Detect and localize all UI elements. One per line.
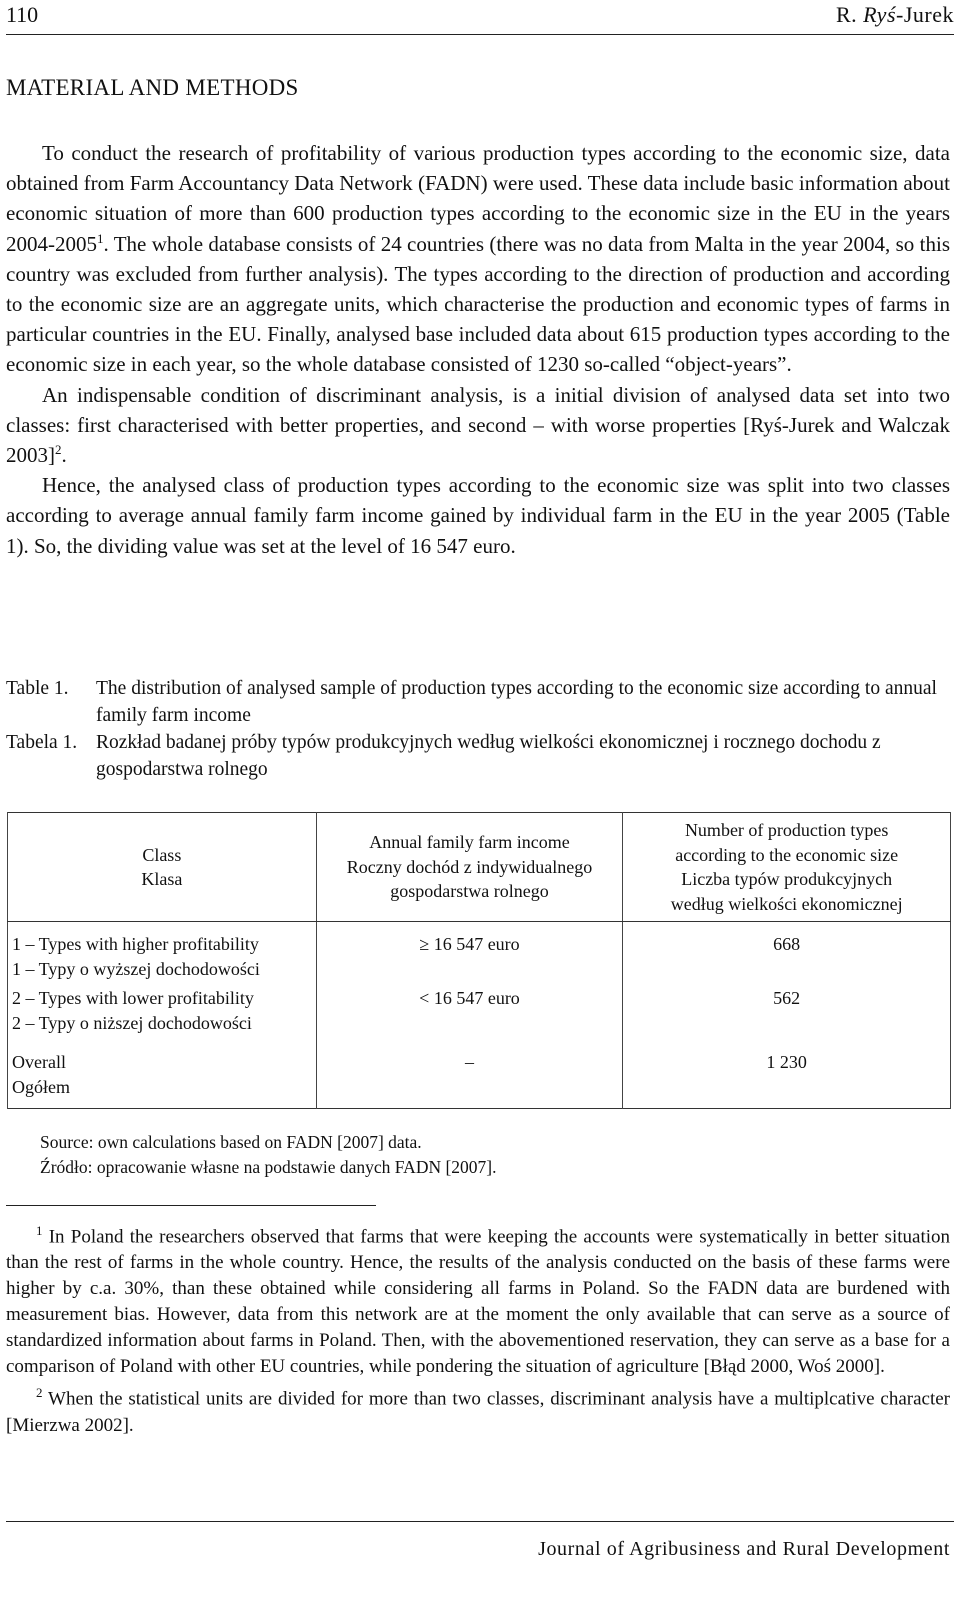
row-class-pl: Ogółem xyxy=(12,1076,70,1097)
journal-footer: Journal of Agribusiness and Rural Development xyxy=(538,1538,950,1560)
row-income: < 16 547 euro xyxy=(316,986,623,1050)
table-source xyxy=(40,1130,497,1180)
header-class-en: Class xyxy=(142,844,182,865)
footnote-2-text: When the statistical units are divided for more than two classes, discriminant analysis have a multiplcative character [Mierzwa 2002]. xyxy=(6,1388,950,1436)
footnotes xyxy=(6,1218,950,1439)
row-class-en: 2 – Types with lower profitability xyxy=(12,988,254,1008)
paragraph-1 xyxy=(6,138,950,380)
paragraph-2-text-b: . xyxy=(61,443,67,468)
row-class xyxy=(8,1050,317,1109)
caption-label-en: Table 1. xyxy=(6,678,69,699)
footer-divider xyxy=(6,1521,954,1522)
row-count: 1 230 xyxy=(623,1050,951,1109)
header-count xyxy=(623,813,951,922)
caption-text-pl: Rozkład badanej próby typów produkcyjnych według wielkości ekonomicznej i rocznego dochodu z gospodarstwa rolnego xyxy=(96,732,881,780)
footnote-1-text: In Poland the researchers observed that farms that were keeping the accounts were systematically in better situation than the rest of farms in the whole country. Hence, the results of the analysis conducted on the basis of these farms were higher by c.a. 30%, than these obtained while considering all farms in Poland. So the FADN data are burdened with measurement bias. However, data from this network are at the moment the only available that can serve as a source of standardized information about farms in Poland. Then, with the abovementioned reservation, they can serve as a base for a comparison of Poland with other EU countries, while pondering the situation of agriculture [Błąd 2000, Woś 2000]. xyxy=(6,1226,950,1378)
row-count: 562 xyxy=(623,986,951,1050)
caption-label-pl: Tabela 1. xyxy=(6,732,78,753)
header-count-pl-2: według wielkości ekonomicznej xyxy=(670,893,903,914)
distribution-table xyxy=(7,812,951,1109)
table-header-row xyxy=(8,813,951,922)
row-income: – xyxy=(316,1050,623,1109)
running-author xyxy=(836,2,954,28)
caption-pl xyxy=(6,729,950,783)
footnote-1 xyxy=(6,1218,950,1380)
footnote-2 xyxy=(6,1380,950,1438)
paragraph-1-text-b: . The whole database consists of 24 countries (there was no data from Malta in the year 2004, so this country was excluded from further analysis). The types according to the direction of production and according to the economic size are an aggregate units, which characterise the production and economic types of farms in particular countries in the EU. Finally, analysed base included data about 615 production types according to the economic size in each year, so the whole database consisted of 1230 so-called “object-years”. xyxy=(6,231,950,377)
row-class-en: Overall xyxy=(12,1052,66,1072)
row-income: ≥ 16 547 euro xyxy=(316,922,623,987)
caption-text-en: The distribution of analysed sample of production types according to the economic size according to annual family farm income xyxy=(96,678,937,726)
author-initial: R. xyxy=(835,2,864,27)
row-class-pl: 1 – Typy o wyższej dochodowości xyxy=(12,958,260,979)
header-count-en-2: according to the economic size xyxy=(675,844,899,865)
row-class xyxy=(8,986,317,1050)
footnote-2-mark: 2 xyxy=(36,1385,43,1401)
caption-en xyxy=(6,675,950,729)
header-class-pl: Klasa xyxy=(141,869,183,889)
paragraph-2 xyxy=(6,380,950,471)
table-row xyxy=(8,986,951,1050)
table-row xyxy=(8,1050,951,1109)
header-class xyxy=(8,813,317,922)
footnote-1-mark: 1 xyxy=(36,1223,43,1238)
header-income-pl-1: Roczny dochód z indywidualnego xyxy=(346,856,593,877)
row-count: 668 xyxy=(623,922,951,987)
row-class xyxy=(8,922,317,987)
footnote-ref-1: 1 xyxy=(97,230,104,246)
table-row xyxy=(8,922,951,987)
source-en: Source: own calculations based on FADN [2007] data. xyxy=(40,1132,422,1152)
body-text xyxy=(6,138,950,561)
paragraph-2-text-a: An indispensable condition of discriminant analysis, is a initial division of analysed data set into two classes: first characterised with better properties, and second – with worse properties [Ryś-Jurek and Walczak 2003] xyxy=(6,382,950,468)
header-count-pl-1: Liczba typów produkcyjnych xyxy=(681,869,893,889)
paragraph-1-text-a: To conduct the research of profitability of various production types according to the economic size, data obtained from Farm Accountancy Data Network (FADN) were used. These data include basic information about economic situation of more than 600 production types according to the economic size in the EU in the years 2004-2005 xyxy=(6,141,950,256)
header-count-en-1: Number of production types xyxy=(684,820,889,840)
header-income-pl-2: gospodarstwa rolnego xyxy=(390,881,549,902)
author-suffix: -Jurek xyxy=(896,2,954,27)
page-number: 110 xyxy=(6,2,39,27)
row-class-pl: 2 – Typy o niższej dochodowości xyxy=(12,1012,252,1033)
footnote-ref-2: 2 xyxy=(55,442,62,458)
running-header xyxy=(6,0,954,35)
row-class-en: 1 – Types with higher profitability xyxy=(12,934,259,954)
header-income-en: Annual family farm income xyxy=(369,832,570,853)
source-pl: Źródło: opracowanie własne na podstawie danych FADN [2007]. xyxy=(40,1157,497,1177)
author-name: Ryś xyxy=(863,2,897,27)
header-income xyxy=(316,813,623,922)
section-heading: MATERIAL AND METHODS xyxy=(6,75,299,100)
table-caption xyxy=(6,675,950,783)
paragraph-3: Hence, the analysed class of production types according to the economic size was split into two classes according to average annual family farm income gained by individual farm in the EU in the year 2005 (Table 1). So, the dividing value was set at the level of 16 547 euro. xyxy=(6,473,950,558)
footnote-divider xyxy=(6,1205,376,1206)
